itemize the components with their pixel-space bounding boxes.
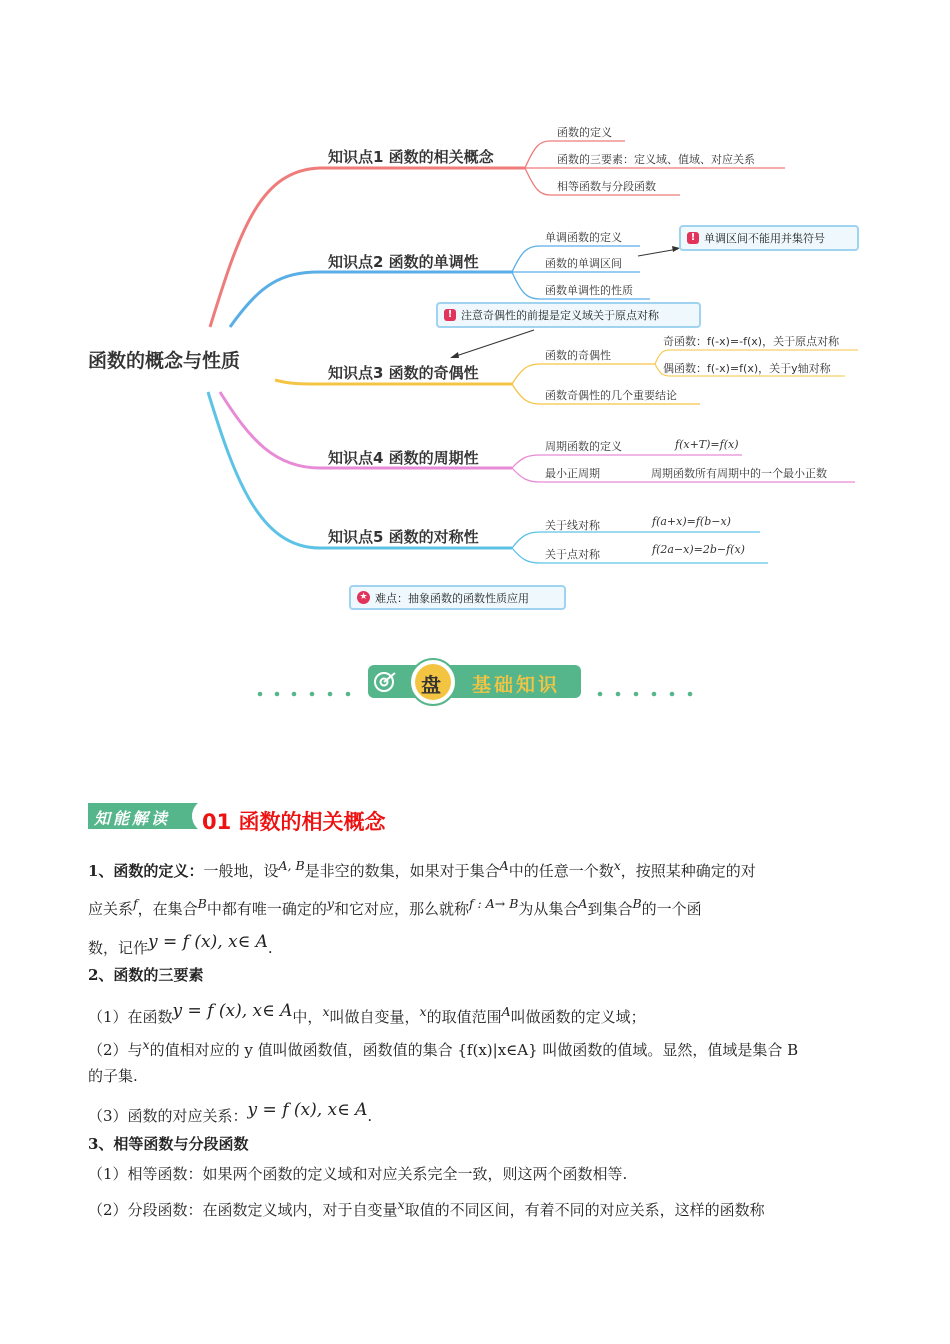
text: 的取值范围 [426, 1008, 502, 1026]
math: f : A→ B [468, 896, 519, 911]
math: y = f (x), x∈ A [148, 932, 268, 952]
kp4-item-min-period: 最小正周期 [545, 467, 600, 480]
text: 的一个函 [641, 900, 702, 918]
text: 叫做自变量， [329, 1008, 420, 1026]
warning-icon: ! [687, 232, 699, 244]
kp3-item-conclusions: 函数奇偶性的几个重要结论 [545, 389, 677, 402]
text: . [367, 1107, 373, 1125]
p2-item1 [88, 1000, 646, 1028]
text: 取值的不同区间，有着不同的对应关系，这样的函数称 [404, 1201, 765, 1219]
p2-item2 [88, 1036, 798, 1061]
kp4-title: 知识点4 函数的周期性 [328, 449, 479, 467]
kp2-item-properties: 函数单调性的性质 [545, 284, 633, 297]
math: x [142, 1037, 150, 1052]
warning-icon: ! [444, 309, 456, 321]
p3-label: 3、相等函数与分段函数 [88, 1135, 249, 1153]
math: A, B [278, 858, 305, 873]
kp2-title: 知识点2 函数的单调性 [328, 253, 479, 271]
text: ，在集合 [137, 900, 198, 918]
section-title: 01 函数的相关概念 [202, 810, 386, 834]
kp5-title: 知识点5 函数的对称性 [328, 528, 479, 546]
kp3-even-function: 偶函数：f(-x)=f(x)，关于y轴对称 [663, 362, 831, 375]
section-tag: 知能解读 [94, 809, 171, 828]
banner-icon-char: 盘 [421, 673, 441, 697]
kp1-item-definition: 函数的定义 [557, 126, 612, 139]
text: 一般地，设 [203, 862, 279, 880]
p3-item1: （1）相等函数：如果两个函数的定义域和对应关系完全一致，则这两个函数相等. [88, 1165, 628, 1183]
p1-line2 [88, 895, 702, 920]
text: ，按照某种确定的对 [620, 862, 756, 880]
text: 到集合 [587, 900, 633, 918]
math: x [397, 1197, 405, 1212]
kp5-formula-line: f(a+x)=f(b−x) [652, 515, 731, 528]
kp2-item-interval: 函数的单调区间 [545, 257, 622, 270]
mindmap-center-title: 函数的概念与性质 [88, 350, 241, 372]
text: （2）与 [88, 1041, 143, 1059]
p2-item2-cont: 的子集. [88, 1067, 138, 1085]
text: 应关系 [88, 900, 134, 918]
math: f [133, 896, 138, 911]
text: 中， [292, 1008, 323, 1026]
text: （2）分段函数：在函数定义域内，对于自变量 [88, 1201, 398, 1219]
math: A [578, 896, 588, 911]
text: 中的任意一个数 [508, 862, 614, 880]
math: A [501, 1004, 511, 1019]
p2-item3 [88, 1099, 372, 1127]
p1-label: 1、函数的定义： [88, 862, 204, 880]
math: x [322, 1004, 330, 1019]
text: 的值相对应的 y 值叫做函数值，函数值的集合 {f(x)|x∈A} 叫做函数的值域。显然，值域是集合 B [149, 1041, 799, 1059]
kp3-callout-text: 注意奇偶性的前提是定义域关于原点对称 [461, 309, 659, 322]
kp4-item-definition: 周期函数的定义 [545, 440, 622, 453]
text: 为从集合 [518, 900, 579, 918]
math: y = f (x), x∈ A [247, 1100, 368, 1120]
kp2-callout-text: 单调区间不能用并集符号 [704, 232, 825, 245]
banner-title: 基础知识 [472, 674, 561, 696]
text: 叫做函数的定义域； [510, 1008, 646, 1026]
math: y [326, 896, 334, 911]
kp5-formula-point: f(2a−x)=2b−f(x) [652, 543, 745, 556]
kp3-title: 知识点3 函数的奇偶性 [328, 364, 479, 382]
p2-label: 2、函数的三要素 [88, 966, 204, 984]
kp1-title: 知识点1 函数的相关概念 [328, 148, 494, 166]
kp4-formula: f(x+T)=f(x) [675, 438, 739, 451]
math: A [499, 858, 509, 873]
kp1-item-equal-piecewise: 相等函数与分段函数 [557, 180, 656, 193]
star-icon: ★ [357, 591, 370, 604]
text: 中都有唯一确定的 [206, 900, 327, 918]
difficulty-text: 难点：抽象函数的函数性质应用 [375, 591, 529, 605]
p1-line1 [88, 857, 756, 882]
math: B [197, 896, 207, 911]
kp1-item-three-elements: 函数的三要素：定义域、值域、对应关系 [557, 153, 755, 166]
p3-item2 [88, 1196, 765, 1221]
p1-line3 [88, 931, 273, 959]
text: 数，记作 [88, 939, 149, 957]
text: 是非空的数集，如果对于集合 [304, 862, 500, 880]
kp3-odd-function: 奇函数：f(-x)=-f(x)，关于原点对称 [663, 335, 840, 348]
math: y = f (x), x∈ A [172, 1001, 293, 1021]
kp5-item-line: 关于线对称 [545, 519, 600, 532]
text: （1）在函数 [88, 1008, 173, 1026]
math: B [632, 896, 642, 911]
text: （3）函数的对应关系： [88, 1107, 248, 1125]
math: x [419, 1004, 427, 1019]
text: . [267, 939, 273, 957]
kp2-item-definition: 单调函数的定义 [545, 231, 622, 244]
kp3-item-parity: 函数的奇偶性 [545, 349, 611, 362]
kp4-desc: 周期函数所有周期中的一个最小正数 [651, 467, 827, 480]
kp5-item-point: 关于点对称 [545, 548, 600, 561]
text: 和它对应，那么就称 [333, 900, 469, 918]
math: x [613, 858, 621, 873]
